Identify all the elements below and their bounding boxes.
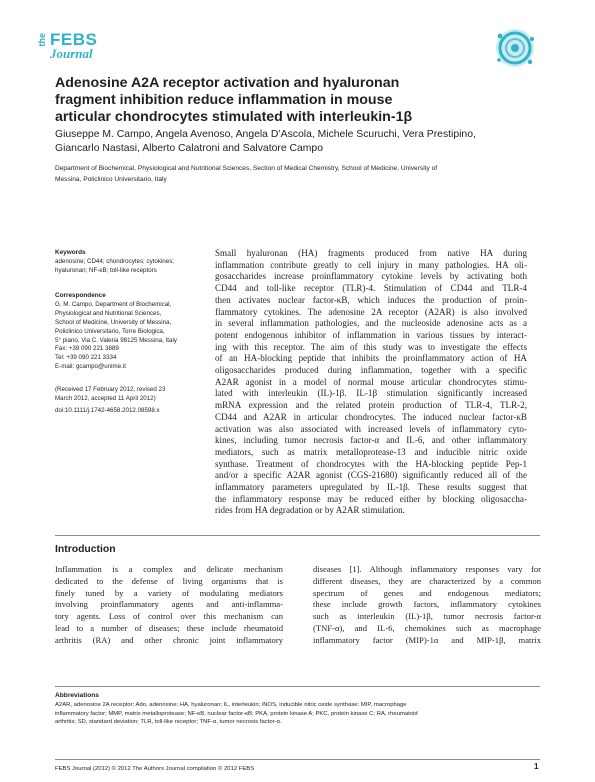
abstract-line: in several inflammation pathologies, and the nucleoside adenosine acts as a [215, 318, 527, 329]
introduction-line: lead to a number of diseases; these include rheumatoid [55, 622, 283, 633]
keywords-heading: Keywords [55, 249, 86, 256]
introduction-column-right [313, 564, 541, 647]
journal-logo-febs: FEBS [50, 30, 98, 49]
abstract-line: CD44 and A2AR in articular chondrocytes. The induced nuclear factor-κB [215, 411, 527, 422]
title-line: fragment inhibition reduce inflammation in mouse [55, 92, 393, 108]
title-line: articular chondrocytes stimulated with interleukin-1β [55, 109, 413, 125]
keywords-line: adenosine; CD44; chondrocytes; cytokines; [55, 257, 175, 265]
journal-logo-the: the [37, 33, 47, 47]
abstract [215, 248, 527, 517]
received-line: (Received 17 February 2012, revised 23 [55, 386, 166, 393]
abbreviations-divider [55, 686, 540, 687]
introduction-line: finely tuned by a variety of modulating mediators [55, 587, 283, 598]
correspondence-line: School of Medicine, University of Messina, [55, 318, 172, 326]
page-number: 1 [534, 762, 539, 771]
correspondence-line: Policlinico Universitario, Torre Biologica, [55, 327, 165, 335]
introduction-line: arthritis (RA) and other chronic joint inflammatory [55, 634, 283, 645]
tel-line: Tel: +39 090 221 3334 [55, 354, 117, 362]
abstract-line: inflammatory parameters upregulated by IL-1β. These results suggest that [215, 482, 527, 493]
correspondence-line: G. M. Campo, Department of Biochemical, [55, 300, 172, 308]
journal-logo-journal: Journal [50, 46, 93, 61]
correspondence-block [55, 292, 205, 372]
introduction-line: different diseases, they are characterized by a common [313, 575, 541, 586]
received-line: March 2012, accepted 11 April 2012) [55, 394, 156, 402]
abstract-line: mediators, such as matrix metalloprotease-13 and inducible nitric oxide [215, 446, 527, 457]
abstract-line: synthase. Treatment of chondrocytes with the HA-blocking peptide Pep-1 [215, 458, 527, 469]
authors-line: Giuseppe M. Campo, Angela Avenoso, Angela D’Ascola, Michele Scuruchi, Vera Prestipino, [55, 129, 476, 140]
keywords-line: hyaluronan; NF-κB; toll-like receptors [55, 266, 157, 274]
introduction-line: spectrum of genes and endogenous mediators; [313, 587, 541, 598]
abstract-line: the inflammatory response may be reduced either by blocking oligosaccha- [215, 493, 527, 504]
abstract-line: mRNA expression and the related protein production of TLR-4, TLR-2, [215, 400, 527, 411]
abstract-line: Small hyaluronan (HA) fragments produced from native HA during [215, 248, 527, 258]
febs-emblem-icon [488, 26, 542, 70]
abbreviations-list [55, 701, 545, 727]
introduction-line: these include growth factors, inflammatory cytokines [313, 599, 541, 610]
doi-text[interactable]: doi:10.1111/j.1742-4658.2012.08598.x [55, 407, 160, 414]
affiliation-line: Messina, Policlinico Universitario, Italy [55, 176, 167, 183]
abstract-line: and/or a specific A2AR agonist (CGS-21680) significantly reduced all of the [215, 470, 527, 481]
fax-line: Fax: +39 090 221 3889 [55, 345, 119, 353]
affiliation-line: Department of Biochemical, Physiological and Nutritional Sciences, Section of Medical Chemistry, School of Medicine, University of [55, 165, 438, 172]
correspondence-heading: Correspondence [55, 292, 106, 299]
introduction-line: diseases [1]. Although inflammatory responses vary for [313, 564, 541, 574]
article-affiliation [55, 163, 525, 185]
introduction-heading: Introduction [55, 544, 116, 555]
title-line: Adenosine A2A receptor activation and hyaluronan [55, 75, 400, 91]
introduction-line: tory agents. Loss of control over this mechanism can [55, 611, 283, 622]
abstract-line: ing with this receptor. The aim of this study was to investigate the effects [215, 341, 527, 352]
doi[interactable] [55, 407, 205, 416]
abstract-line: flammatory cytokines. The adenosine 2A receptor (A2AR) is also involved [215, 306, 527, 317]
article-authors [55, 128, 555, 156]
abstract-line: inflammation contribute greatly to cell injury in many pathologies. HA oli- [215, 259, 527, 270]
authors-line: Giancarlo Nastasi, Alberto Calatroni and Salvatore Campo [55, 143, 323, 154]
footer-divider [55, 759, 540, 760]
correspondence-line: Physiological and Nutritional Sciences, [55, 309, 162, 317]
introduction-line: (TNF-α), and IL-6, chemokines such as macrophage [313, 622, 541, 633]
introduction-line: inflammatory factor (MIP)-1α and MIP-1β, matrix [313, 634, 541, 645]
introduction-line: such as interleukin (IL)-1β, tumor necrosis factor-α [313, 611, 541, 622]
article-title [55, 75, 555, 126]
abstract-line: CD44 and toll-like receptor (TLR)-4. Stimulation of CD44 and TLR-4 [215, 283, 527, 294]
introduction-column-left [55, 564, 283, 647]
abbreviations-line: A2AR, adenosine 2A receptor; Ado, adenosine; HA, hyaluronan; IL, interleukin; iNOS, inducible nitric oxide synthase; MIP, macrophage [55, 702, 407, 708]
introduction-line: involving proinflammatory agents and anti-inflamma- [55, 599, 283, 610]
introduction-line: Inflammation is a complex and delicate mechanism [55, 564, 283, 574]
section-divider [55, 535, 540, 536]
email-line[interactable]: E-mail: gcampo@unime.it [55, 363, 126, 371]
abstract-line: rides from HA degradation or by A2AR stimulation. [215, 505, 405, 516]
footer-copyright: FEBS Journal (2012) © 2012 The Authors Journal compilation © 2012 FEBS [55, 766, 255, 772]
abbreviations-line: arthritis; SD, standard deviation; TLR, toll-like receptor; TNF-α, tumor necrosis factor-α. [55, 719, 282, 726]
abbreviations-heading: Abbreviations [55, 692, 99, 699]
abstract-line: oligosaccharides produced during inflammation, together with a specific [215, 365, 527, 376]
abstract-line: A2AR agonist in a model of normal mouse articular chondrocytes stimu- [215, 376, 527, 387]
abstract-line: activation was also associated with increased levels of inflammatory cyto- [215, 423, 527, 434]
received-dates [55, 386, 205, 404]
keywords-block [55, 249, 205, 276]
abstract-line: then activates nuclear factor-κB, which induces the production of proin- [215, 294, 527, 305]
introduction-line: dedicated to the defense of living organisms that is [55, 575, 283, 586]
abstract-line: gosaccharides increase proinflammatory cytokine levels by activating both [215, 271, 527, 282]
abbreviations-line: inflammatory factor; MMP, matrix metalloprotease; NF-κB, nuclear factor-κB; PKA, protein kinase A; PKC, protein kinase C; RA, rheumatoid [55, 710, 418, 717]
correspondence-line: 5° piano, Via C. Valeria 98125 Messina, Italy [55, 336, 177, 344]
abstract-line: lated with interleukin (IL)-1β. IL-1β stimulation significantly increased [215, 388, 527, 399]
abstract-line: of an HA-blocking peptide that inhibits the proinflammatory action of HA [215, 353, 527, 364]
abstract-line: kines, including tumor necrosis factor-α and IL-6, and other inflammatory [215, 435, 527, 446]
abstract-line: potent endogenous inhibitor of inflammation in various tissues by interact- [215, 329, 527, 340]
